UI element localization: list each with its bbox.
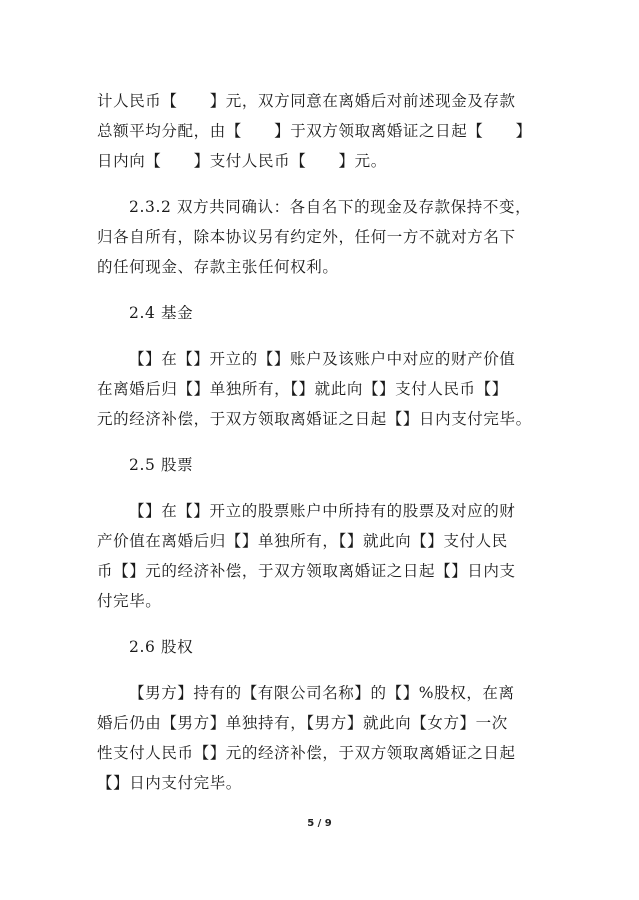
document-body (97, 86, 552, 798)
paragraph-fund (97, 344, 552, 434)
paragraph-cash-division (97, 86, 552, 176)
text-line: 产价值在离婚后归【】单独所有，【】就此向【】支付人民 (97, 532, 508, 550)
text-line: 的任何现金、存款主张任何权利。 (97, 258, 339, 276)
text-line: 付完毕。 (97, 592, 162, 610)
section-heading-2-4: 2.4 基金 (129, 304, 194, 322)
text-line: 元的经济补偿，于双方领取离婚证之日起【】日内支付完毕。 (97, 410, 532, 428)
text-line: 【】在【】开立的【】账户及该账户中对应的财产价值 (129, 350, 516, 368)
page-number: 5 / 9 (307, 818, 332, 829)
text-line: 【】日内支付完毕。 (97, 774, 242, 792)
paragraph-equity (97, 678, 552, 798)
section-heading-2-6: 2.6 股权 (129, 638, 194, 656)
text-line: 在离婚后归【】单独所有，【】就此向【】支付人民币【】 (97, 380, 508, 398)
paragraph-2-3-2 (97, 192, 552, 282)
text-line: 币【】元的经济补偿，于双方领取离婚证之日起【】日内支 (97, 562, 516, 580)
text-line: 【男方】持有的【有限公司名称】的【】%股权，在离 (129, 684, 515, 702)
text-line: 归各自所有，除本协议另有约定外，任何一方不就对方名下 (97, 228, 516, 246)
paragraph-stock (97, 496, 552, 616)
text-line: 日内向【 】支付人民币【 】元。 (97, 152, 387, 170)
text-line: 2.3.2 双方共同确认：各自名下的现金及存款保持不变， (129, 198, 532, 216)
text-line: 性支付人民币【】元的经济补偿，于双方领取离婚证之日起 (97, 744, 516, 762)
text-line: 总额平均分配，由【 】于双方领取离婚证之日起【 】 (97, 122, 532, 140)
section-heading-2-5: 2.5 股票 (129, 456, 194, 474)
text-line: 婚后仍由【男方】单独持有，【男方】就此向【女方】一次 (97, 714, 508, 732)
text-line: 【】在【】开立的股票账户中所持有的股票及对应的财 (129, 502, 516, 520)
text-line: 计人民币【 】元，双方同意在离婚后对前述现金及存款 (97, 92, 516, 110)
